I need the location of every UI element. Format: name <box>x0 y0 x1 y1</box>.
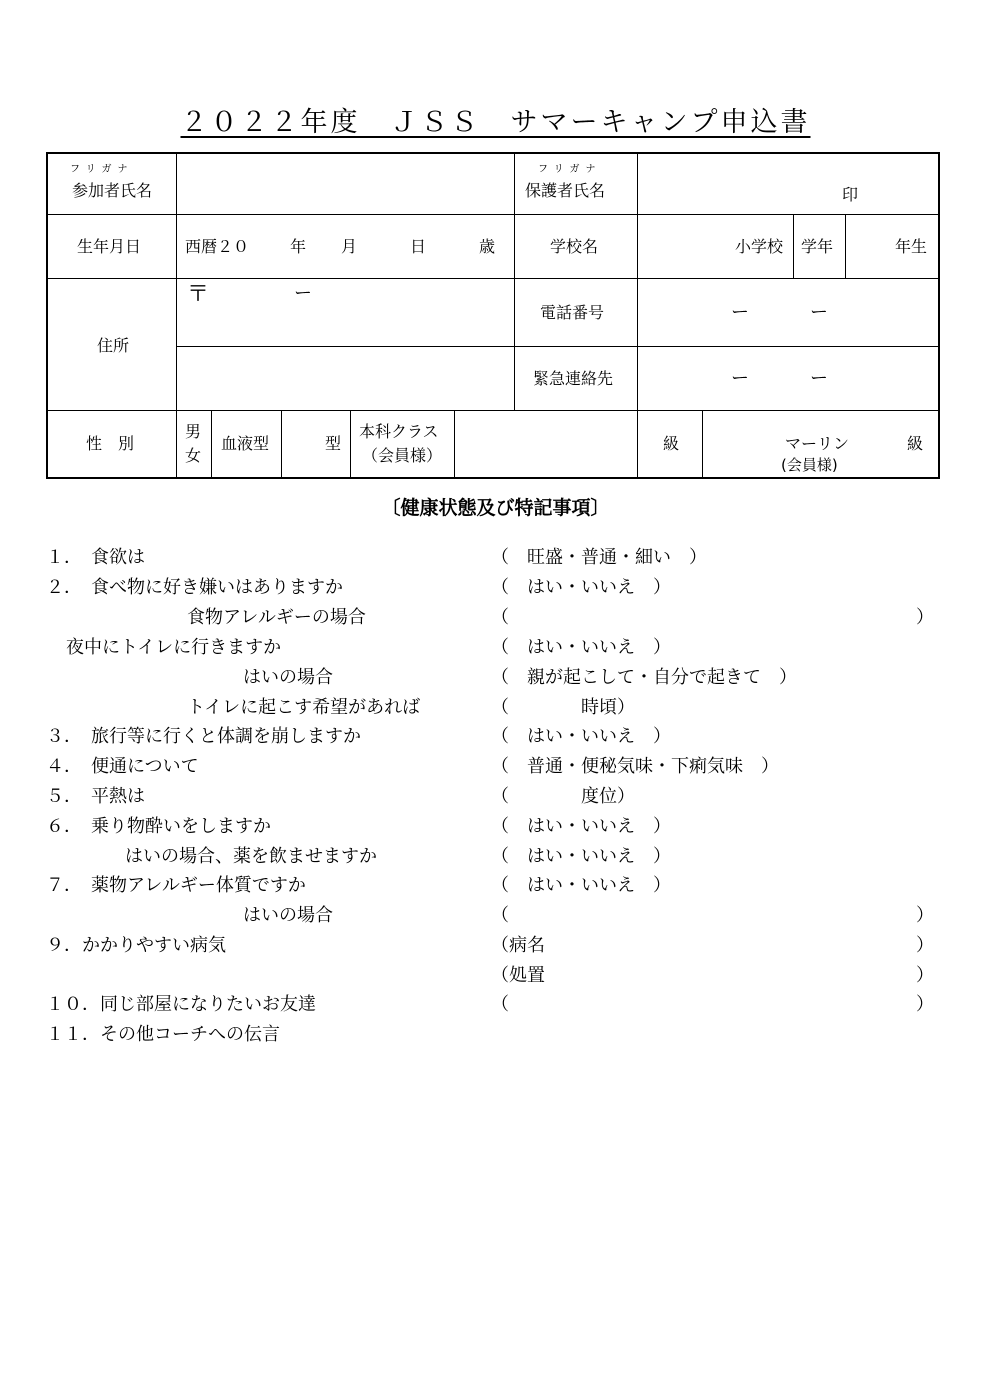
question-text: ９．かかりやすい病気 <box>46 935 226 956</box>
gender-male[interactable]: 男 <box>185 422 202 441</box>
question-text: ４． 便通について <box>46 756 199 777</box>
answer-close: ） <box>916 965 934 986</box>
birth-month-unit: 月 <box>341 237 358 256</box>
question-answer[interactable]: （ はい・いいえ ） <box>491 846 671 867</box>
grade-unit: 年生 <box>895 237 928 256</box>
question-text: 夜中にトイレに行きますか <box>66 637 282 658</box>
question-text: 食物アレルギーの場合 <box>187 607 366 628</box>
emergency-dash-1: ー <box>731 368 749 389</box>
address-field[interactable] <box>180 282 512 406</box>
birthdate-prefix: 西暦２０ <box>185 237 250 256</box>
address-label: 住所 <box>97 336 130 355</box>
class-label: 本科クラス <box>359 422 439 441</box>
question-text: はいの場合 <box>243 667 333 688</box>
seal-mark: 印 <box>842 185 859 204</box>
answer-close: ） <box>916 607 934 628</box>
question-text: はいの場合 <box>243 905 333 926</box>
question-answer[interactable]: （ はい・いいえ ） <box>491 816 671 837</box>
question-answer[interactable]: （病名 <box>491 935 545 956</box>
form-title: ２０２２年度 ＪＳＳ サマーキャンプ申込書 <box>180 107 811 138</box>
question-answer[interactable]: （ <box>491 607 509 628</box>
birth-day-unit: 日 <box>410 237 427 256</box>
age-unit: 歳 <box>479 237 496 256</box>
phone-label: 電話番号 <box>540 303 605 322</box>
gender-female[interactable]: 女 <box>185 446 202 465</box>
question-answer[interactable]: （ 親が起こして・自分で起きて ） <box>491 667 797 688</box>
question-answer[interactable]: （ はい・いいえ ） <box>491 577 671 598</box>
guardian-name-label: 保護者氏名 <box>525 181 606 200</box>
question-answer[interactable]: （ はい・いいえ ） <box>491 726 671 747</box>
marlin-level-unit: 級 <box>907 434 924 453</box>
application-table <box>0 0 991 500</box>
participant-furigana: フリガナ <box>70 164 134 175</box>
gender-label: 性 別 <box>86 434 135 453</box>
question-answer[interactable]: （ <box>491 905 509 926</box>
question-text: ５． 平熱は <box>46 786 145 807</box>
question-answer[interactable]: （ 度位） <box>491 786 635 807</box>
participant-name-field[interactable] <box>180 156 512 212</box>
postal-mark: 〒 <box>187 282 210 307</box>
question-text: ６． 乗り物酔いをしますか <box>46 816 271 837</box>
question-answer[interactable]: （ <box>491 994 509 1015</box>
question-answer[interactable]: （ はい・いいえ ） <box>491 637 671 658</box>
question-text: はいの場合、薬を飲ませますか <box>125 846 377 867</box>
grade-label: 学年 <box>801 237 834 256</box>
school-label: 学校名 <box>550 237 599 256</box>
emergency-dash-2: ー <box>810 368 828 389</box>
postal-dash: ー <box>294 283 312 304</box>
guardian-name-field[interactable] <box>641 156 935 212</box>
question-answer[interactable]: （ はい・いいえ ） <box>491 875 671 896</box>
question-text: １． 食欲は <box>46 547 145 568</box>
blood-type-unit: 型 <box>325 434 342 453</box>
blood-type-label: 血液型 <box>221 434 270 453</box>
answer-close: ） <box>916 905 934 926</box>
answer-close: ） <box>916 994 934 1015</box>
marlin-label: マーリン <box>785 434 850 453</box>
question-answer[interactable]: （ 旺盛・普通・細い ） <box>491 547 707 568</box>
participant-name-label: 参加者氏名 <box>72 181 153 200</box>
phone-dash-2: ー <box>810 302 828 323</box>
class-member-note: （会員様） <box>362 446 443 465</box>
question-answer[interactable]: （ 時頃） <box>491 697 635 718</box>
emergency-label: 緊急連絡先 <box>533 369 614 388</box>
question-text: ７． 薬物アレルギー体質ですか <box>46 875 306 896</box>
section-heading: 〔健康状態及び特記事項〕 <box>381 497 610 519</box>
question-text: １０．同じ部屋になりたいお友達 <box>46 994 316 1015</box>
elementary-school-unit: 小学校 <box>735 237 784 256</box>
question-text: ２． 食べ物に好き嫌いはありますか <box>46 577 343 598</box>
guardian-furigana: フリガナ <box>538 164 602 175</box>
class-level-unit: 級 <box>663 434 680 453</box>
question-answer[interactable]: （ 普通・便秘気味・下痢気味 ） <box>491 756 779 777</box>
question-text: ３． 旅行等に行くと体調を崩しますか <box>46 726 361 747</box>
answer-close: ） <box>916 935 934 956</box>
phone-dash-1: ー <box>731 302 749 323</box>
question-text: １１．その他コーチへの伝言 <box>46 1024 280 1045</box>
birthdate-label: 生年月日 <box>77 237 142 256</box>
question-answer[interactable]: （処置 <box>491 965 545 986</box>
marlin-member-note: (会員様) <box>781 456 838 474</box>
birth-year-unit: 年 <box>290 237 307 256</box>
question-text: トイレに起こす希望があれば <box>187 697 421 718</box>
